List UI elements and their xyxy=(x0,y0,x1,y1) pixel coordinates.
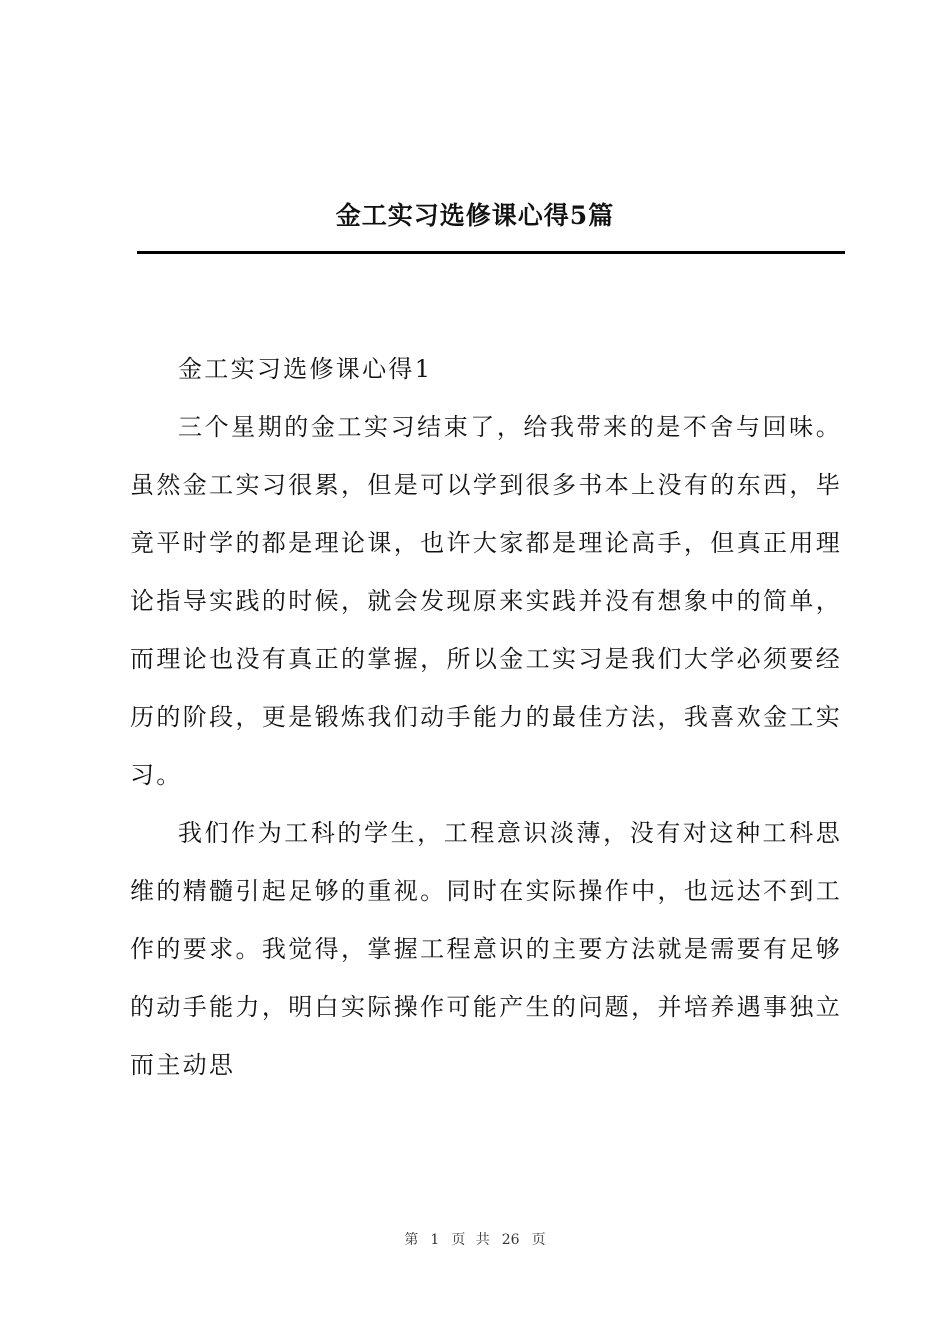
page-footer xyxy=(0,1229,950,1249)
body-paragraph: 我们作为工科的学生，工程意识淡薄，没有对这种工科思维的精髓引起足够的重视。同时在实际操作中，也远达不到工作的要求。我觉得，掌握工程意识的主要方法就是需要有足够的动手能力，明白实际操作可能产生的问题，并培养遇事独立而主动思 xyxy=(130,819,842,1079)
footer-current-page: 1 xyxy=(430,1232,440,1248)
footer-prefix: 第 xyxy=(404,1232,419,1248)
document-body xyxy=(130,340,842,1094)
footer-suffix: 页 xyxy=(531,1232,546,1248)
body-paragraph: 三个星期的金工实习结束了，给我带来的是不舍与回味。虽然金工实习很累，但是可以学到很多书本上没有的东西，毕竟平时学的都是理论课，也许大家都是理论高手，但真正用理论指导实践的时候，就会发现原来实践并没有想象中的简单，而理论也没有真正的掌握，所以金工实习是我们大学必须要经历的阶段，更是锻炼我们动手能力的最佳方法，我喜欢金工实习。 xyxy=(130,413,842,789)
footer-middle: 页 共 xyxy=(451,1232,490,1248)
document-title: 金工实习选修课心得5篇 xyxy=(335,201,615,230)
footer-total-pages: 26 xyxy=(501,1232,520,1248)
section-heading: 金工实习选修课心得1 xyxy=(178,355,433,383)
title-underline-rule xyxy=(137,251,845,254)
